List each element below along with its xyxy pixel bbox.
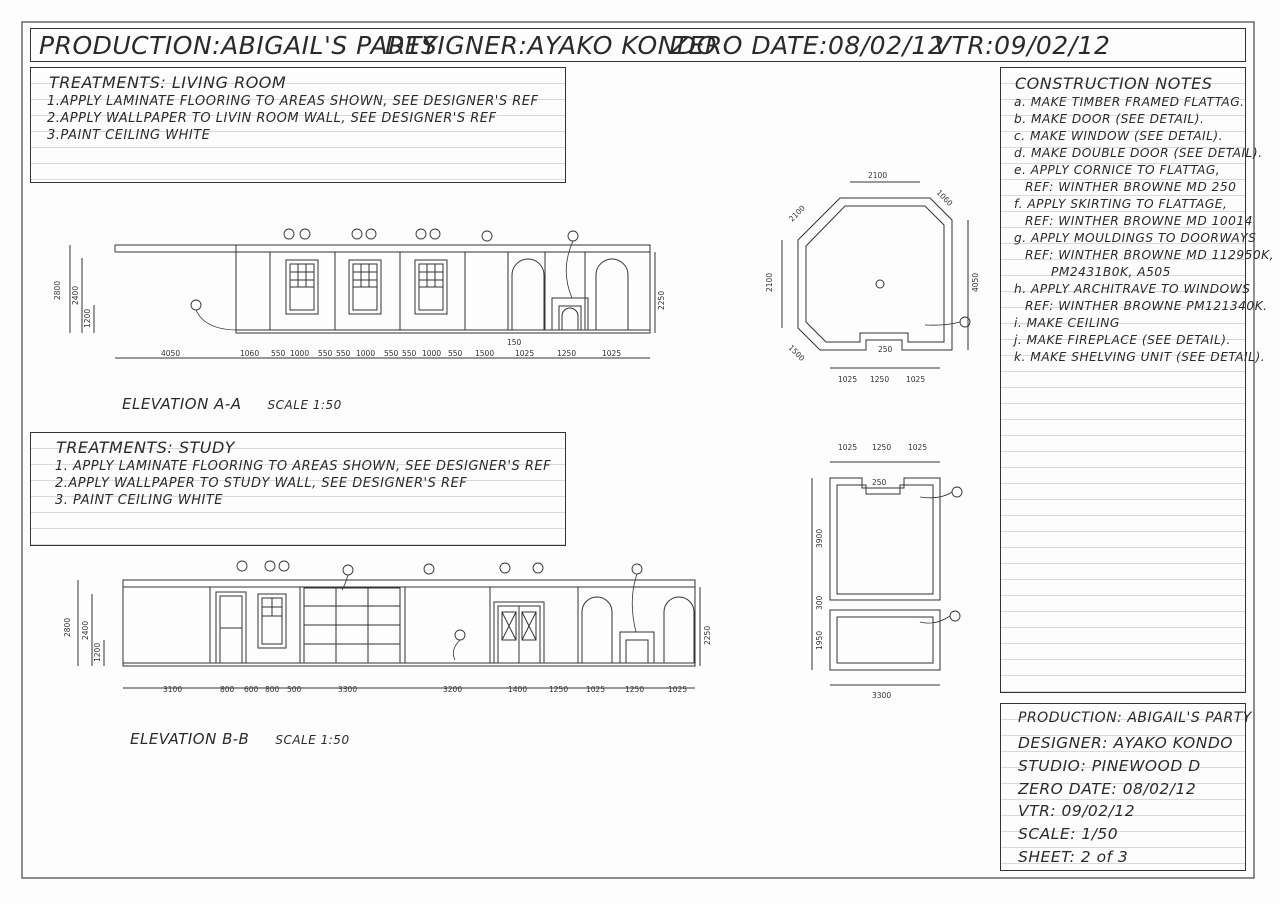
construction-note-g: g. APPLY MOULDINGS TO DOORWAYS [1014, 231, 1257, 245]
elevation-a-window-2 [349, 260, 381, 314]
svg-text:250: 250 [872, 478, 887, 487]
svg-text:1025: 1025 [906, 375, 926, 384]
title-bar [30, 28, 1246, 62]
svg-text:3100: 3100 [163, 685, 183, 694]
construction-notes-heading: CONSTRUCTION NOTES [1015, 74, 1213, 93]
svg-text:800: 800 [220, 685, 235, 694]
treatments-living-heading: TREATMENTS: LIVING ROOM [49, 73, 287, 92]
treatments-study-box [30, 432, 566, 546]
construction-note-g-ref: REF: WINTHER BROWNE MD 112950K, [1025, 248, 1274, 262]
svg-text:2100: 2100 [787, 203, 807, 224]
svg-text:1060: 1060 [934, 188, 955, 208]
construction-note-h-ref: REF: WINTHER BROWNE PM121340K. [1025, 299, 1268, 313]
svg-text:1025: 1025 [838, 375, 858, 384]
elevation-b-drawing [78, 580, 700, 688]
title-block-production: PRODUCTION: ABIGAIL'S PARTY [1018, 710, 1252, 726]
treatments-study-line-1: 1. APPLY LAMINATE FLOORING TO AREAS SHOWN, SEE DESIGNER'S REF [55, 459, 552, 474]
title-block-zero-date: ZERO DATE: 08/02/12 [1018, 780, 1197, 798]
svg-text:2250: 2250 [657, 290, 666, 310]
svg-text:1250: 1250 [557, 349, 577, 358]
treatments-living-room-box [30, 67, 566, 183]
svg-text:550: 550 [318, 349, 333, 358]
construction-note-g-ref-2: PM2431B0K, A505 [1051, 265, 1171, 279]
svg-text:1500: 1500 [475, 349, 495, 358]
svg-text:1200: 1200 [83, 308, 92, 328]
elevation-b-title: ELEVATION B-B [130, 730, 250, 748]
svg-text:1060: 1060 [240, 349, 260, 358]
svg-text:1025: 1025 [586, 685, 606, 694]
svg-text:500: 500 [287, 685, 302, 694]
construction-notes-box [1000, 67, 1274, 693]
svg-text:2800: 2800 [53, 280, 62, 300]
svg-text:4050: 4050 [971, 272, 980, 292]
treatments-study-heading: TREATMENTS: STUDY [56, 438, 236, 457]
title-block-designer: DESIGNER: AYAKO KONDO [1018, 734, 1233, 752]
svg-text:1025: 1025 [668, 685, 688, 694]
svg-text:1250: 1250 [872, 443, 892, 452]
svg-text:550: 550 [384, 349, 399, 358]
construction-note-j: j. MAKE FIREPLACE (SEE DETAIL). [1014, 333, 1231, 347]
elevation-a-window-3 [415, 260, 447, 314]
elevation-b-scale: SCALE 1:50 [275, 733, 350, 747]
elevation-a-title: ELEVATION A-A [122, 395, 242, 413]
svg-text:550: 550 [271, 349, 286, 358]
construction-note-c: c. MAKE WINDOW (SEE DETAIL). [1014, 129, 1224, 143]
construction-note-k: k. MAKE SHELVING UNIT (SEE DETAIL). [1014, 350, 1266, 364]
title-designer: DESIGNER:AYAKO KONDO [385, 31, 717, 60]
svg-text:1200: 1200 [93, 642, 102, 662]
svg-text:1000: 1000 [422, 349, 442, 358]
svg-text:3900: 3900 [815, 528, 824, 548]
svg-text:2400: 2400 [71, 285, 80, 305]
title-zero-date: ZERO DATE:08/02/12 [671, 31, 945, 60]
svg-text:1500: 1500 [786, 343, 807, 363]
svg-text:300: 300 [815, 595, 824, 610]
construction-note-b: b. MAKE DOOR (SEE DETAIL). [1014, 112, 1205, 126]
svg-text:550: 550 [448, 349, 463, 358]
svg-text:2800: 2800 [63, 617, 72, 637]
svg-text:600: 600 [244, 685, 259, 694]
title-block-vtr: VTR: 09/02/12 [1018, 802, 1136, 820]
svg-text:1000: 1000 [290, 349, 310, 358]
treatments-study-line-3: 3. PAINT CEILING WHITE [55, 493, 224, 508]
title-block-sheet: SHEET: 2 of 3 [1018, 848, 1129, 866]
construction-note-f: f. APPLY SKIRTING TO FLATTAGE, [1014, 197, 1228, 211]
construction-note-a: a. MAKE TIMBER FRAMED FLATTAG. [1014, 95, 1245, 109]
svg-text:800: 800 [265, 685, 280, 694]
svg-text:2400: 2400 [81, 620, 90, 640]
svg-text:3300: 3300 [338, 685, 358, 694]
title-block-scale: SCALE: 1/50 [1018, 825, 1119, 843]
svg-text:1250: 1250 [549, 685, 569, 694]
construction-note-e: e. APPLY CORNICE TO FLATTAG, [1014, 163, 1221, 177]
elevation-a-window-1 [286, 260, 318, 314]
construction-note-h: h. APPLY ARCHITRAVE TO WINDOWS [1014, 282, 1251, 296]
svg-text:1025: 1025 [838, 443, 858, 452]
svg-text:2100: 2100 [868, 171, 888, 180]
title-block [1000, 703, 1252, 871]
construction-note-e-ref: REF: WINTHER BROWNE MD 250 [1025, 180, 1237, 194]
svg-text:550: 550 [336, 349, 351, 358]
svg-text:1400: 1400 [508, 685, 528, 694]
svg-text:1250: 1250 [625, 685, 645, 694]
construction-note-i: i. MAKE CEILING [1014, 316, 1120, 330]
plan-study-drawing [812, 462, 940, 685]
treatments-living-line-2: 2.APPLY WALLPAPER TO LIVIN ROOM WALL, SEE DESIGNER'S REF [47, 111, 497, 126]
title-vtr: VTR:09/02/12 [934, 31, 1111, 60]
elevation-a-scale: SCALE 1:50 [267, 398, 342, 412]
svg-text:1025: 1025 [515, 349, 535, 358]
svg-text:250: 250 [878, 345, 893, 354]
construction-note-f-ref: REF: WINTHER BROWNE MD 10014 [1025, 214, 1253, 228]
svg-text:3300: 3300 [872, 691, 892, 700]
svg-text:2100: 2100 [765, 272, 774, 292]
svg-text:1025: 1025 [908, 443, 928, 452]
svg-text:4050: 4050 [161, 349, 181, 358]
elevation-a-caption [122, 395, 342, 413]
treatments-study-line-2: 2.APPLY WALLPAPER TO STUDY WALL, SEE DESIGNER'S REF [55, 476, 468, 491]
svg-text:2250: 2250 [703, 625, 712, 645]
svg-text:1250: 1250 [870, 375, 890, 384]
svg-text:1000: 1000 [356, 349, 376, 358]
treatments-living-line-1: 1.APPLY LAMINATE FLOORING TO AREAS SHOWN, SEE DESIGNER'S REF [47, 94, 539, 109]
svg-text:1950: 1950 [815, 630, 824, 650]
svg-text:150: 150 [507, 338, 522, 347]
construction-note-d: d. MAKE DOUBLE DOOR (SEE DETAIL). [1014, 146, 1263, 160]
svg-text:550: 550 [402, 349, 417, 358]
svg-text:3200: 3200 [443, 685, 463, 694]
plan-octagon-drawing [782, 182, 968, 368]
treatments-living-line-3: 3.PAINT CEILING WHITE [47, 128, 211, 143]
elevation-b-caption [130, 730, 350, 748]
title-production: PRODUCTION:ABIGAIL'S PARTY [39, 31, 438, 60]
svg-text:1025: 1025 [602, 349, 622, 358]
title-block-studio: STUDIO: PINEWOOD D [1018, 757, 1201, 775]
